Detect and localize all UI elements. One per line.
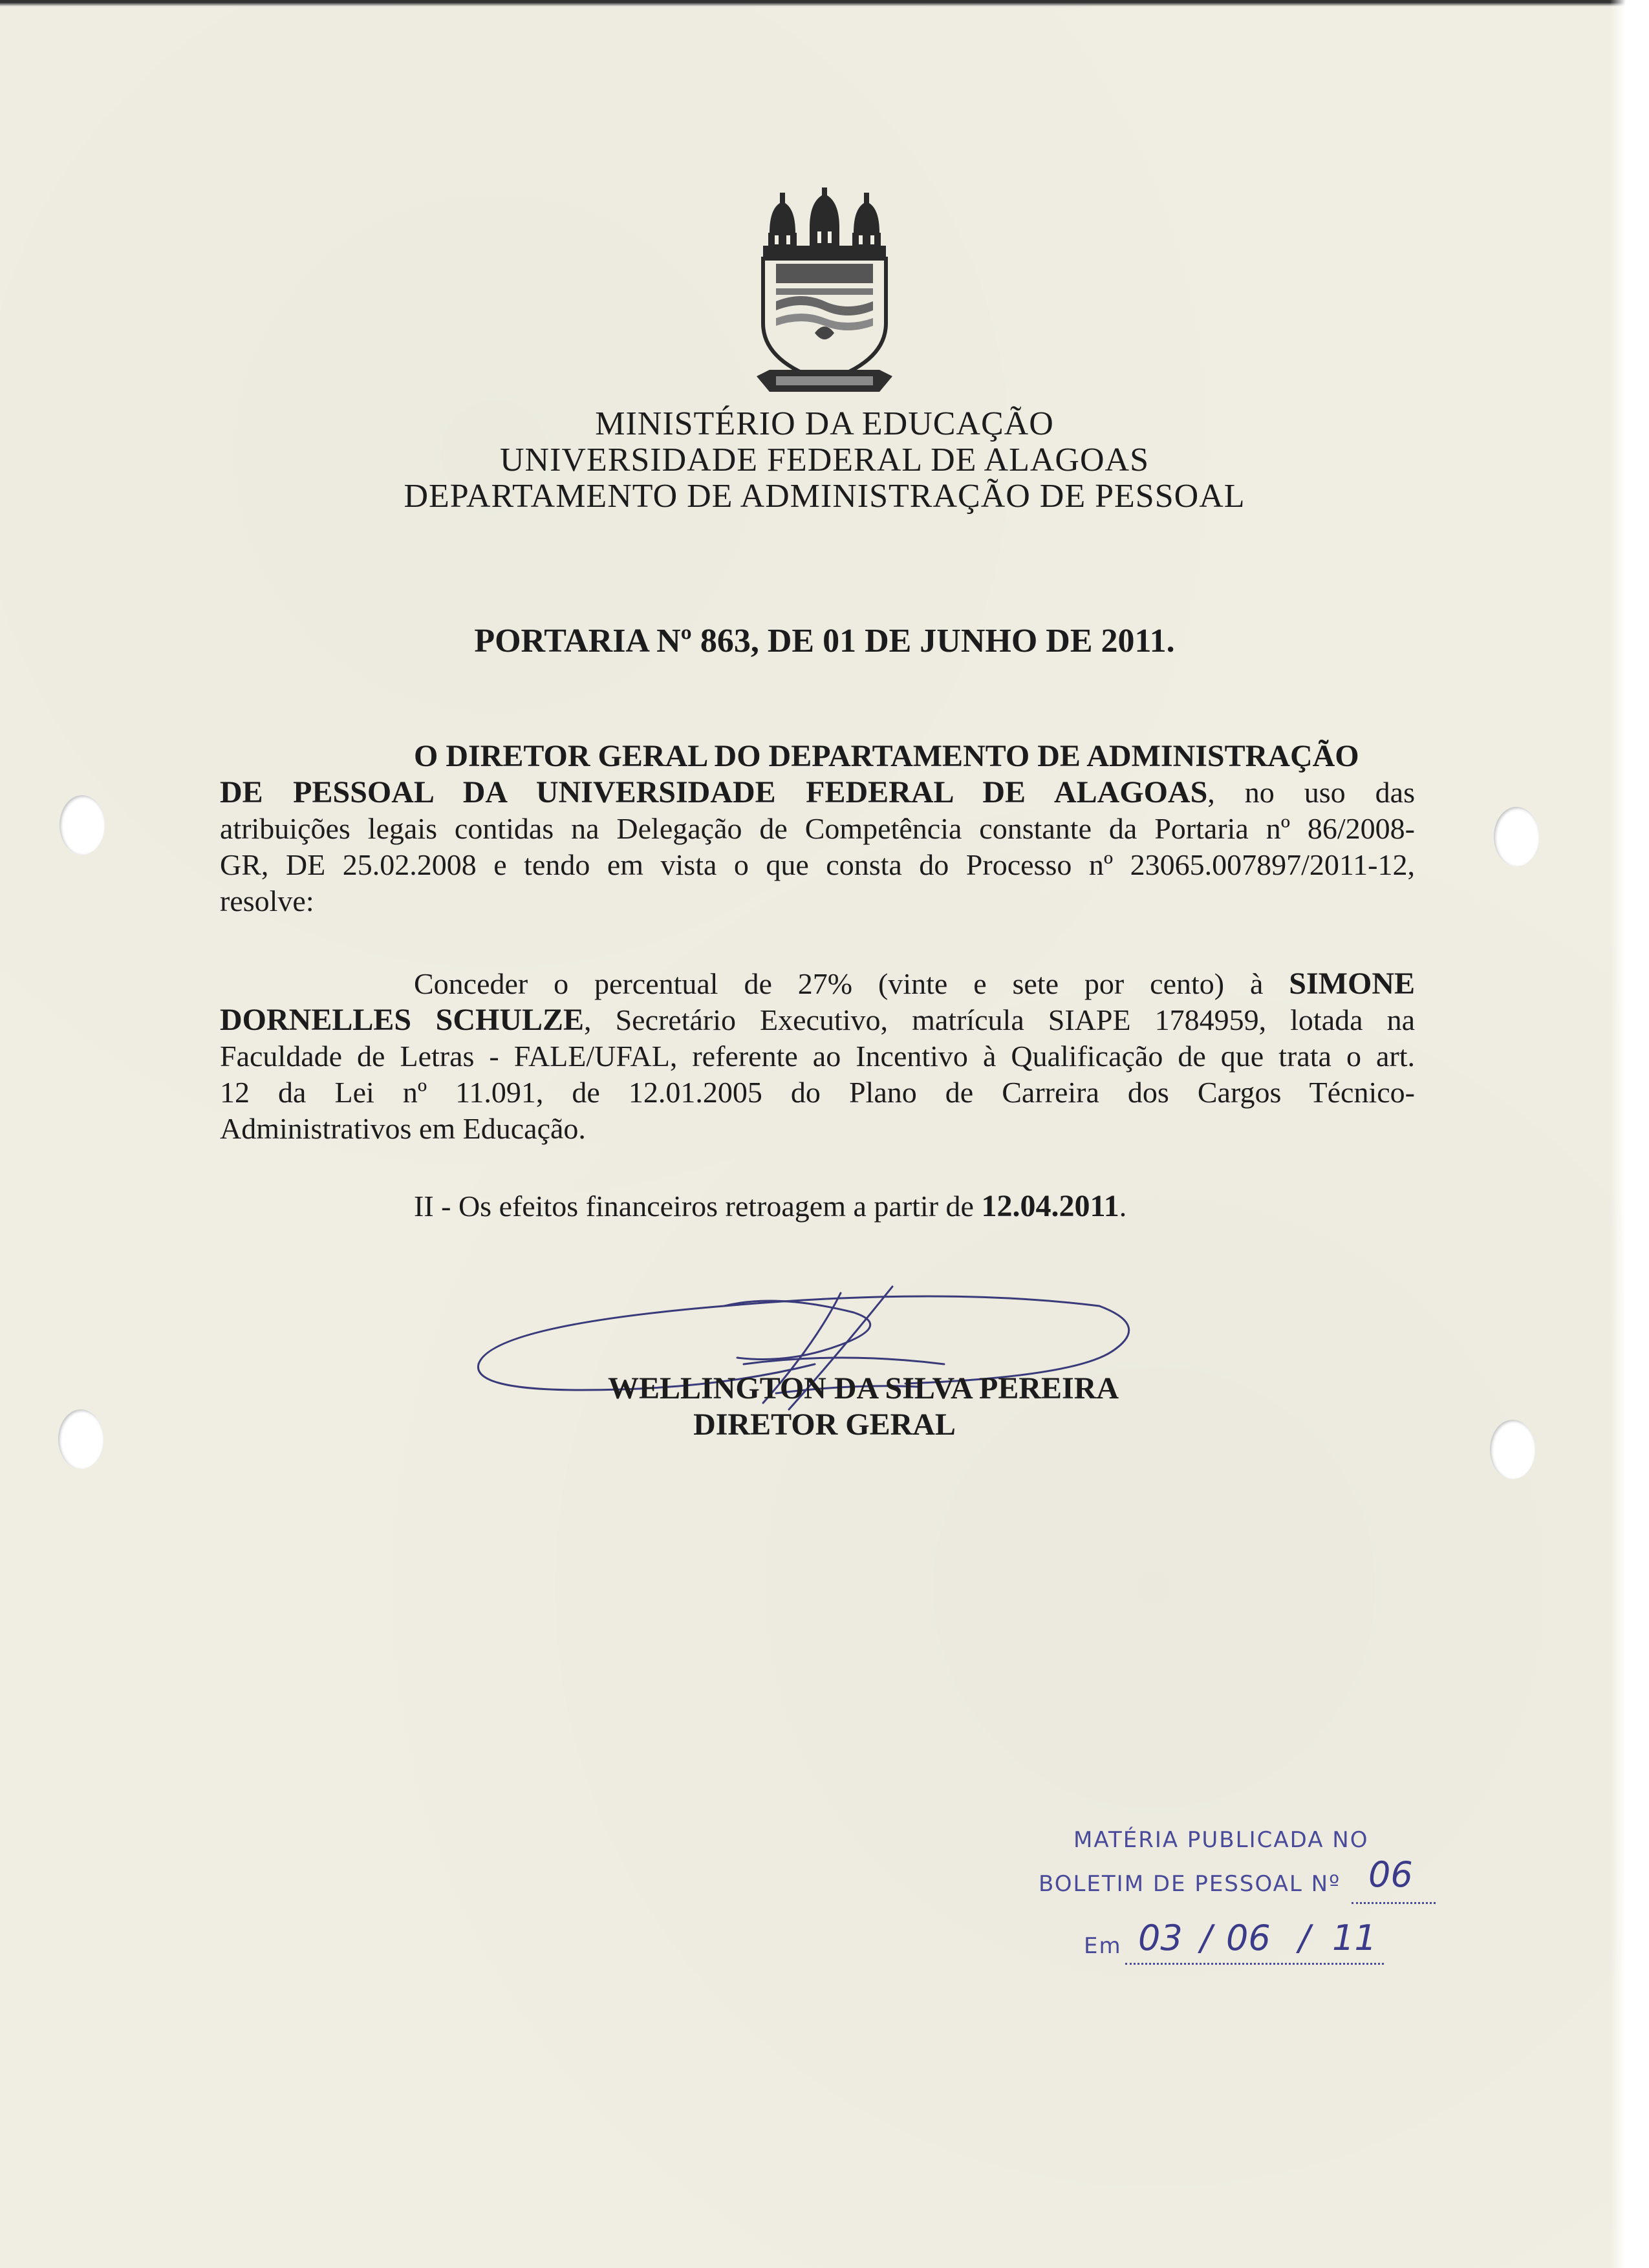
stamp-bulletin-number: 06 (1368, 1854, 1413, 1895)
grant-line-3: Faculdade de Letras - FALE/UFAL, referente ao Incentivo à Qualificação de que trata o art. (220, 1040, 1415, 1073)
signatory-role: DIRETOR GERAL (693, 1407, 956, 1442)
stamp-month: 06 (1226, 1918, 1271, 1958)
stamp-day: 03 (1138, 1918, 1183, 1958)
intro-line-2 (220, 775, 1415, 811)
director-title-part1: O DIRETOR GERAL DO DEPARTAMENTO DE ADMINISTRAÇÃO (414, 739, 1359, 773)
effects-date: 12.04.2011 (981, 1189, 1119, 1223)
grant-line-1-text: Conceder o percentual de 27% (vinte e sete por cento) à (414, 967, 1289, 1000)
punch-hole-left-top (59, 795, 105, 855)
grant-line-5: Administrativos em Educação. (220, 1112, 586, 1145)
stamp-line-2: BOLETIM DE PESSOAL Nº (1039, 1871, 1341, 1897)
grant-line-1 (414, 966, 1415, 1002)
stamp-line-1: MATÉRIA PUBLICADA NO (1073, 1827, 1369, 1853)
effects-end: . (1119, 1190, 1127, 1223)
stamp-em-label: Em (1084, 1933, 1122, 1959)
scan-top-edge (0, 0, 1649, 6)
effects-text: II - Os efeitos financeiros retroagem a partir de (414, 1190, 982, 1223)
scan-right-edge (1610, 0, 1649, 2268)
grant-line-2 (220, 1002, 1415, 1038)
stamp-date-underline (1125, 1963, 1384, 1965)
beneficiary-surname: DORNELLES SCHULZE (220, 1003, 585, 1037)
stamp-sep-1: / (1200, 1918, 1212, 1958)
effects-line (414, 1188, 1415, 1225)
department-heading: DEPARTAMENTO DE ADMINISTRAÇÃO DE PESSOAL (404, 478, 1245, 515)
ordinance-title: PORTARIA Nº 863, DE 01 DE JUNHO DE 2011. (474, 623, 1175, 659)
university-crest-icon (757, 187, 892, 401)
director-title-part2: DE PESSOAL DA UNIVERSIDADE FEDERAL DE ALAGOAS (220, 775, 1208, 809)
intro-line-3: atribuições legais contidas na Delegação de Competência constante da Portaria nº 86/2008- (220, 812, 1415, 845)
stamp-sep-2: / (1299, 1918, 1311, 1958)
beneficiary-first-name: SIMONE (1289, 967, 1415, 1001)
intro-line-2-rest: , no uso das (1207, 776, 1415, 809)
intro-line-1 (414, 738, 1415, 775)
intro-line-5: resolve: (220, 884, 314, 917)
ministry-heading: MINISTÉRIO DA EDUCAÇÃO (595, 405, 1054, 442)
stamp-bulletin-underline (1352, 1902, 1436, 1904)
intro-line-4: GR, DE 25.02.2008 e tendo em vista o que consta do Processo nº 23065.007897/2011-12, (220, 848, 1415, 881)
punch-hole-right-top (1494, 807, 1539, 866)
university-heading: UNIVERSIDADE FEDERAL DE ALAGOAS (499, 442, 1150, 478)
signatory-name: WELLINGTON DA SILVA PEREIRA (607, 1371, 1119, 1406)
grant-line-2-rest: , Secretário Executivo, matrícula SIAPE 1784959, lotada na (584, 1003, 1415, 1036)
stamp-year: 11 (1332, 1918, 1377, 1958)
grant-line-4: 12 da Lei nº 11.091, de 12.01.2005 do Plano de Carreira dos Cargos Técnico- (220, 1076, 1415, 1109)
